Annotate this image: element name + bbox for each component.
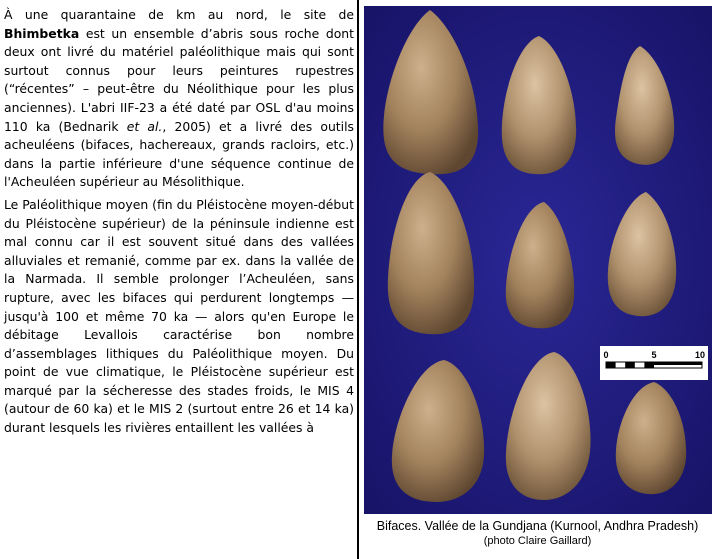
p1-text-end: , 2005) et a livré des outils acheuléens (bifaces, hachereaux, grands racloirs, etc.) dans la partie inférieure d'une séquence continue de l'Acheuléen supérieur au Mésolithique. — [4, 118, 354, 190]
paragraph-middle-paleolithic: Le Paléolithique moyen (fin du Pléistocène moyen-début du Pléistocène supérieur) de la péninsule indienne est mal connu car il est souvent situé dans des vallées alluviales et remanié, comme par ex. dans la vallée de la Narmada. Il semble prolonger l’Acheuléen, sans rupture, avec les bifaces qui perdurent longtemps — jusqu'à 100 et même 70 ka — alors qu'en Europe le débitage Levallois caractérise bon nombre d’assemblages lithiques du Paléolithique moyen. Du point de vue climatique, le Pléistocène supérieur est marqué par la sécheresse des stades froids, le MIS 4 (autour de 60 ka) et le MIS 2 (surtout entre 26 et 14 ka) durant lesquels les rivières entaillent les vallées à — [4, 196, 354, 436]
scale-label-0: 0 — [603, 350, 609, 360]
caption-text: Bifaces. Vallée de la Gundjana (Kurnool, Andhra Pradesh) — [376, 519, 699, 533]
p1-text-middle: est un ensemble d’abris sous roche dont deux ont livré du matériel paléolithique mais qui sont surtout connus pour leurs peintures rupestres (“récentes” – peut-être du Néolithique pour les plus anciennes). L'abri IIF-23 a été daté par OSL d'au moins 110 ka (Bednarik — [4, 25, 354, 134]
column-divider — [357, 0, 359, 559]
site-name: Bhimbetka — [4, 25, 80, 41]
figure-caption — [360, 518, 715, 548]
photo-credit: (photo Claire Gaillard) — [483, 535, 592, 547]
text-column — [4, 6, 354, 442]
scale-label-10: 10 — [694, 350, 706, 360]
et-al: et al. — [126, 118, 163, 134]
bifaces-photo — [364, 6, 712, 514]
scale-bar — [600, 346, 708, 380]
paragraph-bhimbetka — [4, 6, 354, 192]
scale-label-5: 5 — [651, 350, 657, 360]
p1-text-start: À une quarantaine de km au nord, le site de — [4, 7, 354, 22]
